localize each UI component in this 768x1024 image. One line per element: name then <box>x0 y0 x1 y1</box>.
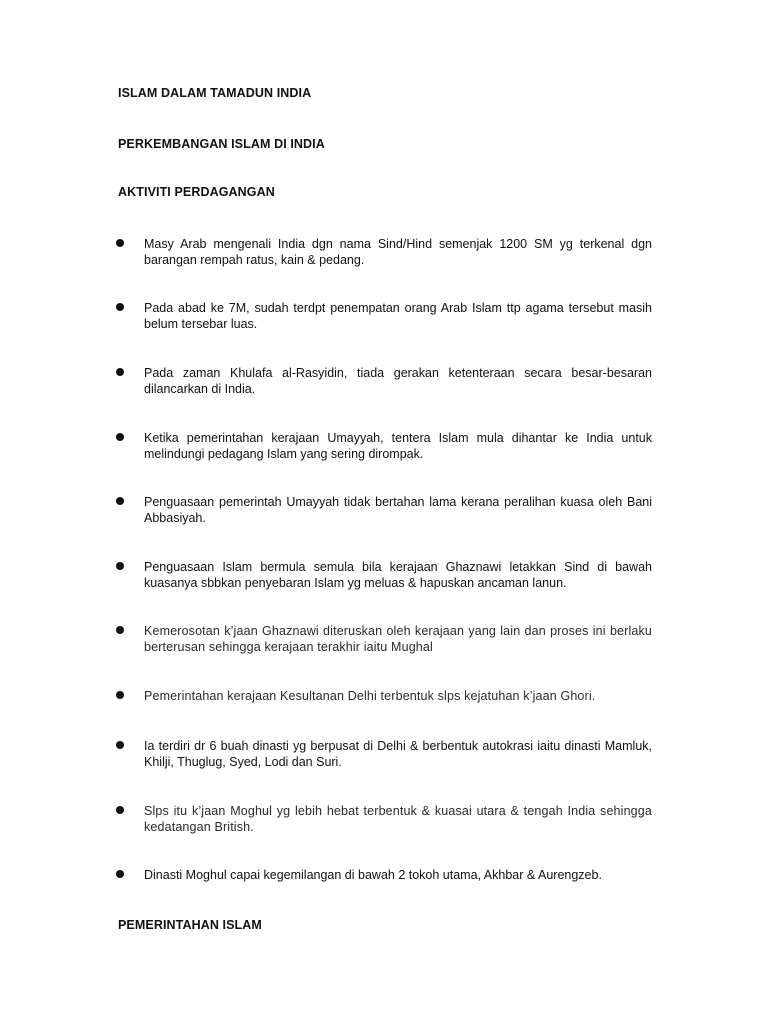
bullet-icon <box>116 368 124 376</box>
list-item-text: Pada zaman Khulafa al-Rasyidin, tiada gerakan ketenteraan secara besar-besaran dilancarkan di India. <box>144 366 652 396</box>
bullet-icon <box>116 239 124 247</box>
bullet-icon <box>116 870 124 878</box>
list-item-text: Dinasti Moghul capai kegemilangan di bawah 2 tokoh utama, Akhbar & Aurengzeb. <box>144 868 602 882</box>
bullet-icon <box>116 806 124 814</box>
list-item-text: Penguasaan Islam bermula semula bila kerajaan Ghaznawi letakkan Sind di bawah kuasanya sbbkan penyebaran Islam yg meluas & hapuskan ancaman lanun. <box>144 560 652 590</box>
bullet-icon <box>116 497 124 505</box>
list-item-text: Pada abad ke 7M, sudah terdpt penempatan orang Arab Islam ttp agama tersebut masih belum tersebar luas. <box>144 301 652 331</box>
bullet-icon <box>116 626 124 634</box>
bullet-icon <box>116 741 124 749</box>
document-title: ISLAM DALAM TAMADUN INDIA <box>118 86 312 100</box>
subsection-heading: AKTIVITI PERDAGANGAN <box>118 185 275 199</box>
bullet-icon <box>116 691 124 699</box>
list-item-text: Ketika pemerintahan kerajaan Umayyah, tentera Islam mula dihantar ke India untuk melindungi pedagang Islam yang sering dirompak. <box>144 431 652 461</box>
bullet-icon <box>116 433 124 441</box>
list-item-text: Kemerosotan k’jaan Ghaznawi diteruskan oleh kerajaan yang lain dan proses ini berlaku berterusan sehingga kerajaan terakhir iaitu Mughal <box>144 624 652 654</box>
list-item-text: Masy Arab mengenali India dgn nama Sind/Hind semenjak 1200 SM yg terkenal dgn barangan rempah ratus, kain & pedang. <box>144 237 652 267</box>
list-item-text: Pemerintahan kerajaan Kesultanan Delhi terbentuk slps kejatuhan k’jaan Ghori. <box>144 689 596 703</box>
list-item-text: Slps itu k’jaan Moghul yg lebih hebat terbentuk & kuasai utara & tengah India sehingga kedatangan British. <box>144 804 652 834</box>
section-heading: PERKEMBANGAN ISLAM DI INDIA <box>118 137 325 151</box>
bullet-icon <box>116 303 124 311</box>
bullet-icon <box>116 562 124 570</box>
list-item-text: Penguasaan pemerintah Umayyah tidak bertahan lama kerana peralihan kuasa oleh Bani Abbasiyah. <box>144 495 652 525</box>
list-item-text: Ia terdiri dr 6 buah dinasti yg berpusat di Delhi & berbentuk autokrasi iaitu dinasti Mamluk, Khilji, Thuglug, Syed, Lodi dan Suri. <box>144 739 652 769</box>
next-section-heading: PEMERINTAHAN ISLAM <box>118 918 262 932</box>
